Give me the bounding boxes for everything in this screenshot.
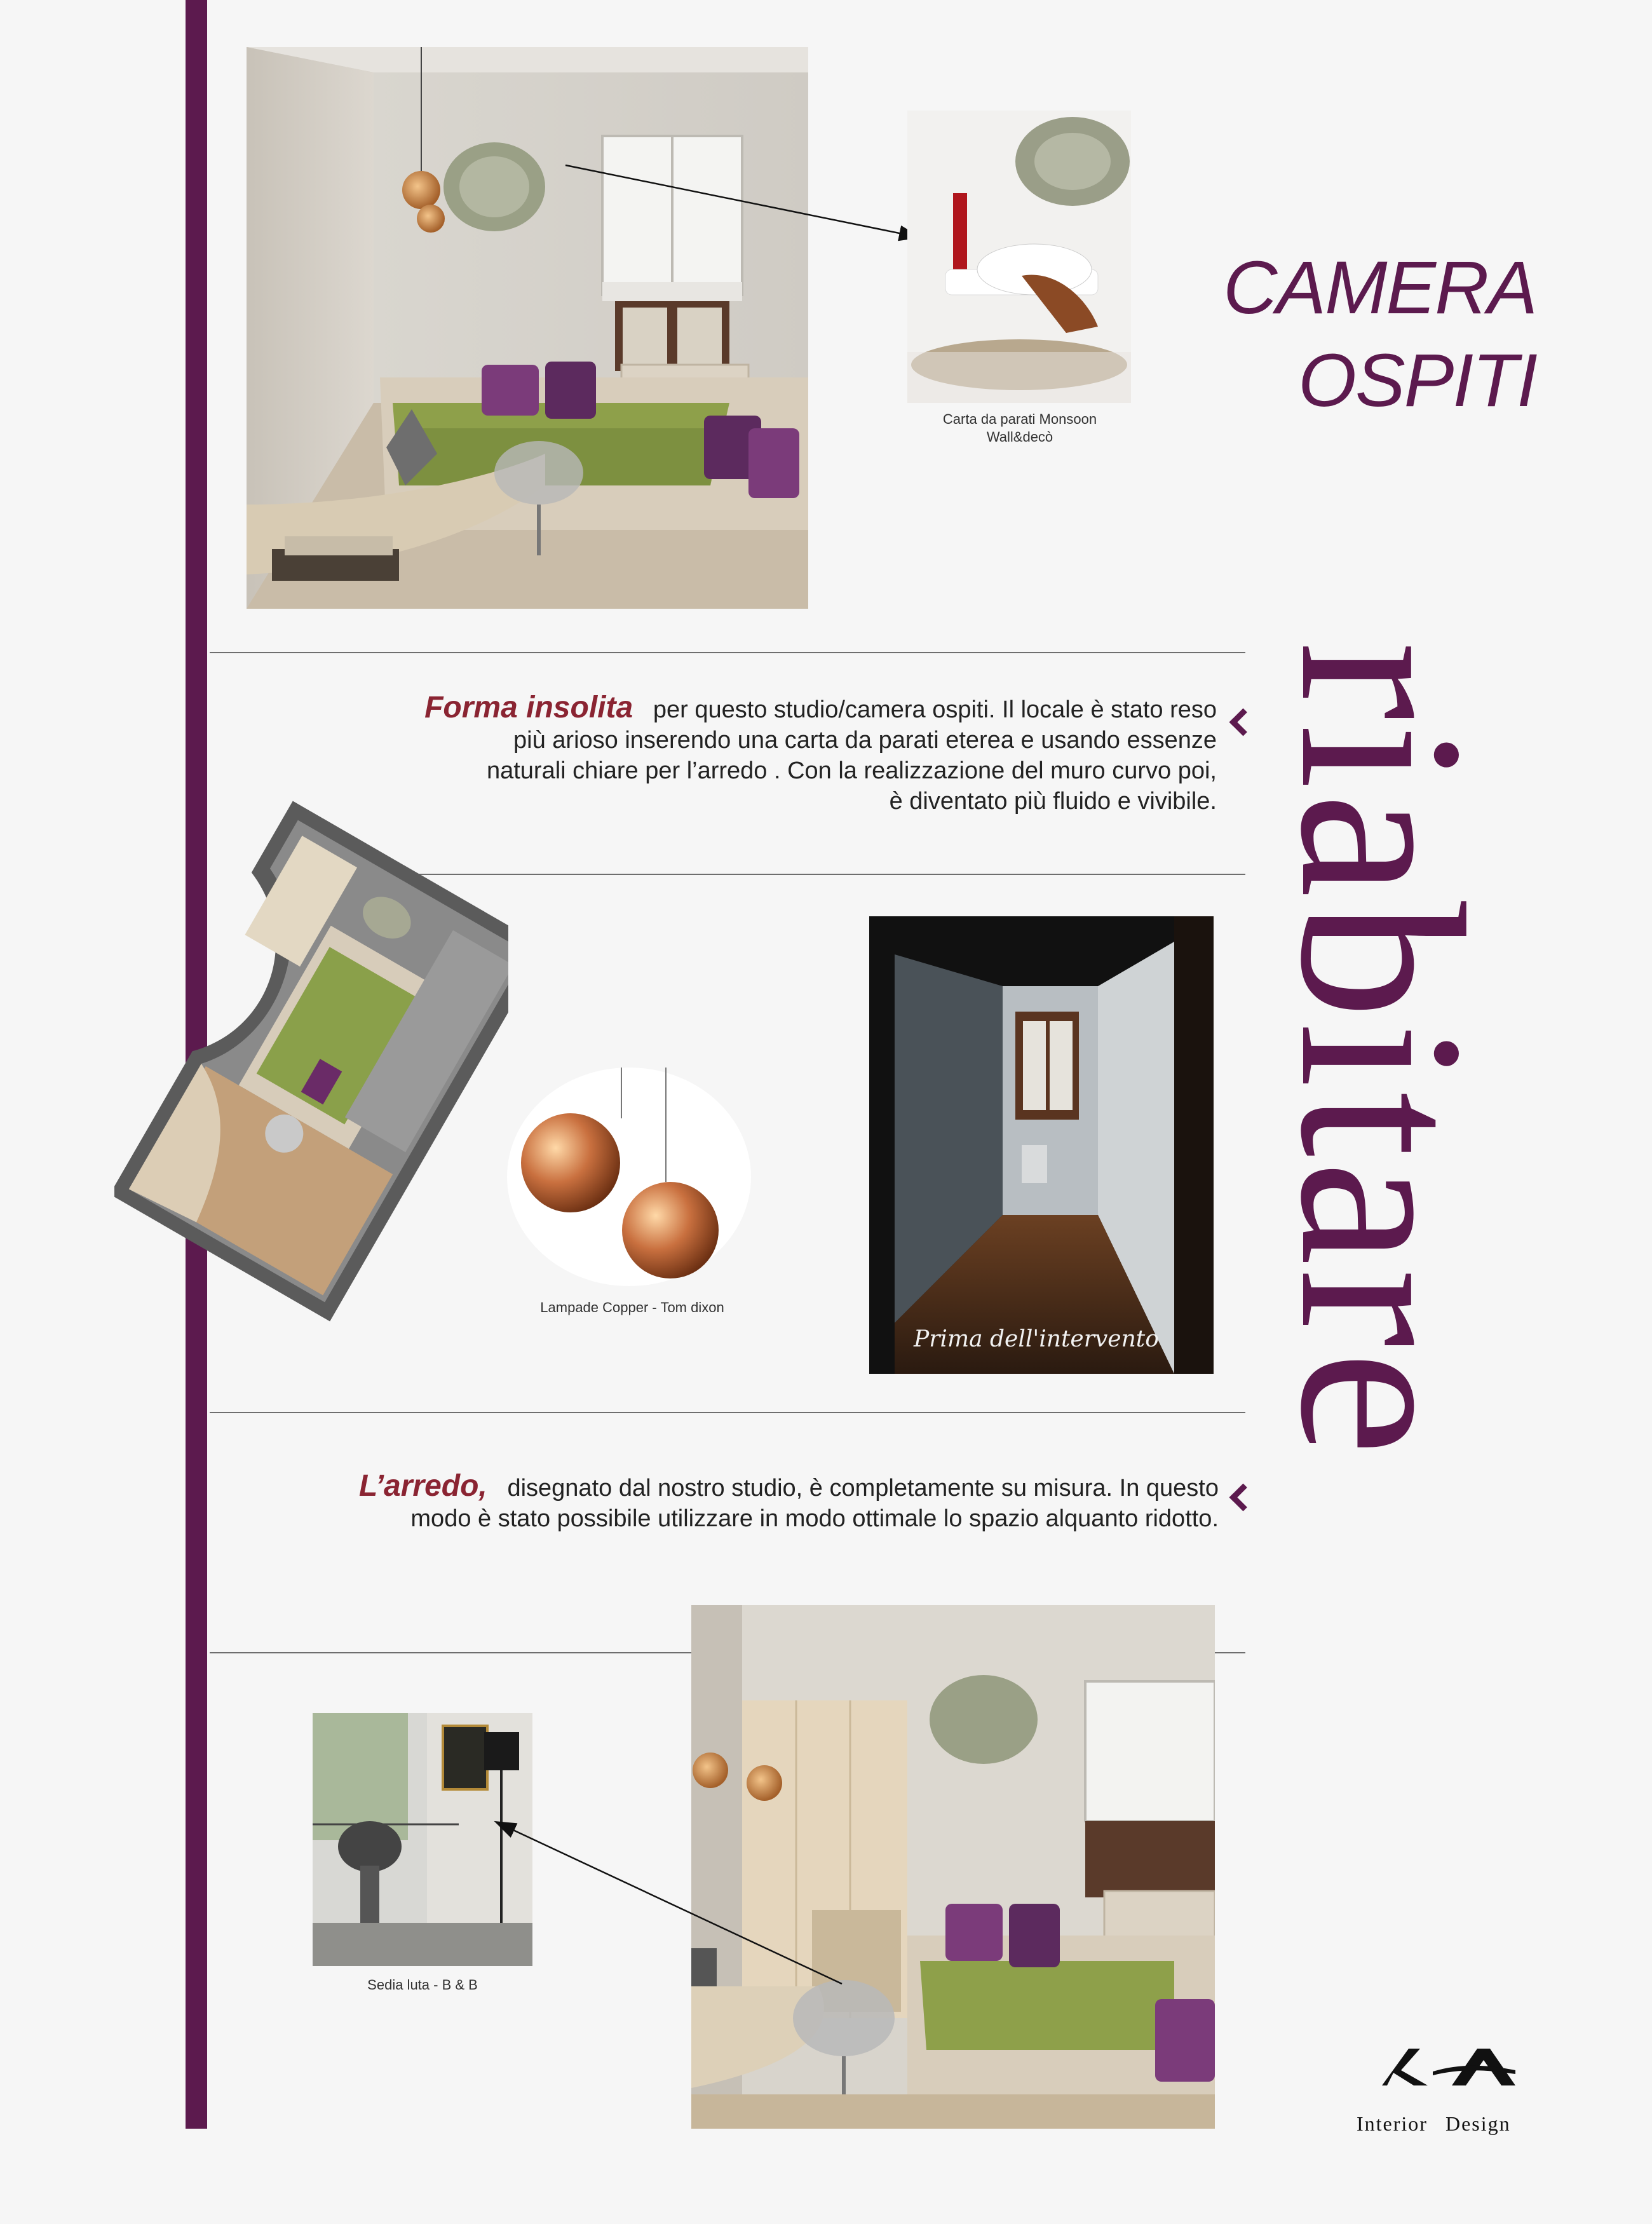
- wallpaper-caption: [896, 410, 1144, 446]
- chair-caption: Sedia luta - B & B: [367, 1977, 478, 1993]
- chevron-left-icon: [1229, 1484, 1257, 1512]
- floor-plan: [114, 801, 508, 1322]
- render-photo-top: [247, 47, 808, 609]
- page-title-line2: OSPITI: [1298, 339, 1536, 423]
- wallpaper-photo: [907, 111, 1131, 403]
- divider: [210, 1412, 1245, 1413]
- furniture-paragraph: [241, 1471, 1219, 1534]
- logo-tagline-word: Design: [1445, 2112, 1511, 2135]
- intro-line: per questo studio/camera ospiti. Il locale è stato reso: [653, 696, 1217, 723]
- logo-tagline: [1357, 2112, 1511, 2136]
- wallpaper-caption-line2: Wall&decò: [986, 429, 1053, 445]
- ka-logo: [1369, 2045, 1534, 2089]
- page-title: [1223, 241, 1536, 427]
- pointer-arrow: [562, 162, 924, 245]
- divider: [210, 652, 1245, 653]
- intro-lead: Forma insolita: [424, 691, 633, 724]
- before-photo-label: Prima dell'intervento: [914, 1326, 1159, 1352]
- furniture-lead: L’arredo,: [358, 1469, 487, 1503]
- furniture-line: disegnato dal nostro studio, è completamente su misura. In questo: [507, 1475, 1219, 1502]
- brand-wordmark: [1252, 642, 1512, 1976]
- logo-tagline-word: Interior: [1357, 2112, 1428, 2135]
- before-photo: [869, 916, 1214, 1374]
- wallpaper-caption-line1: Carta da parati Monsoon: [942, 411, 1097, 427]
- furniture-line: modo è stato possibile utilizzare in modo ottimale lo spazio alquanto ridotto.: [410, 1505, 1219, 1532]
- pointer-arrow: [489, 1817, 845, 1989]
- intro-line: più arioso inserendo una carta da parati eterea e usando essenze: [513, 727, 1217, 754]
- intro-line: è diventato più fluido e vivibile.: [889, 788, 1217, 815]
- intro-line: naturali chiare per l’arredo . Con la realizzazione del muro curvo poi,: [486, 757, 1217, 784]
- lamp-caption: Lampade Copper - Tom dixon: [540, 1299, 724, 1315]
- brand-name: riabitare: [1252, 642, 1512, 1460]
- intro-paragraph: [267, 693, 1217, 817]
- lamp-photo: [507, 1068, 751, 1286]
- page-title-line1: CAMERA: [1223, 246, 1536, 330]
